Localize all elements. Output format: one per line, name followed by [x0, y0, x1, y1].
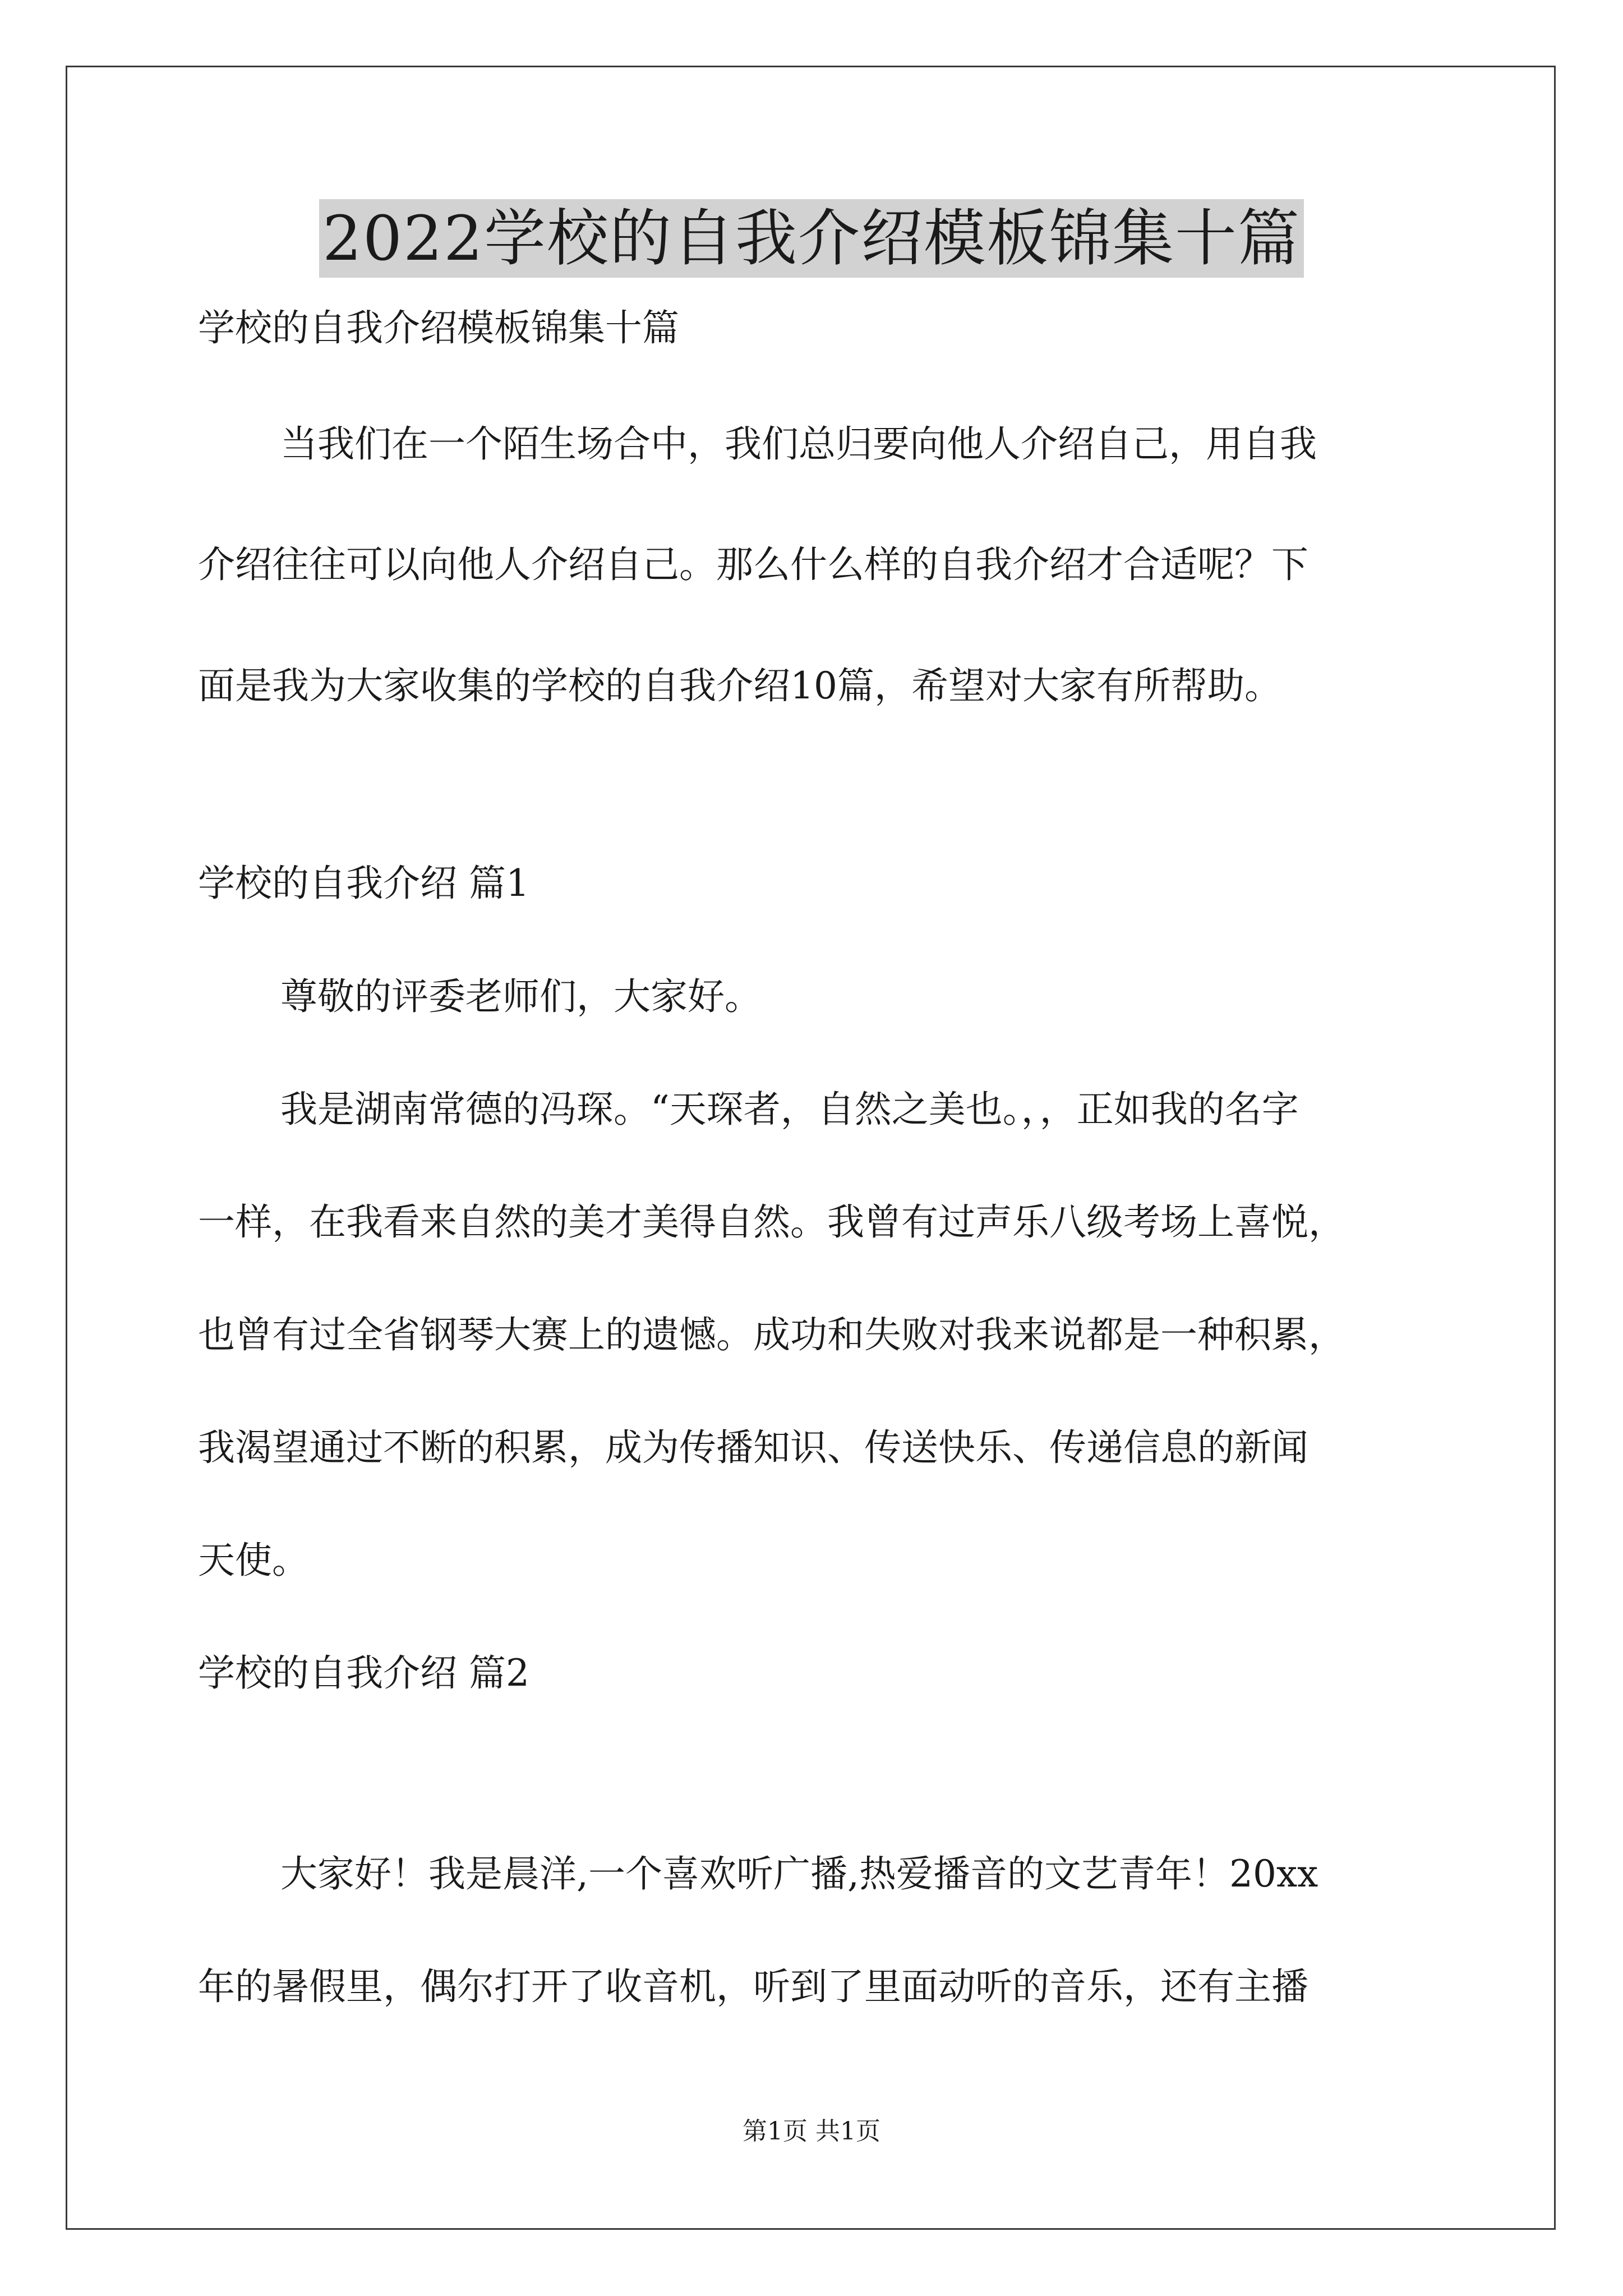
- page-footer: 第1页 共1页: [743, 2117, 880, 2146]
- paragraph-line: 当我们在一个陌生场合中，我们总归要向他人介绍自己，用自我: [280, 422, 1317, 466]
- paragraph-line: 年的暑假里，偶尔打开了收音机，听到了里面动听的音乐，还有主播: [198, 1965, 1308, 2008]
- paragraph-line: 面是我为大家收集的学校的自我介绍10篇，希望对大家有所帮助。: [198, 664, 1281, 707]
- paragraph-line: 我渴望通过不断的积累，成为传播知识、传送快乐、传递信息的新闻: [198, 1426, 1308, 1469]
- paragraph-line: 尊敬的评委老师们，大家好。: [280, 975, 762, 1018]
- paragraph-line: 我是湖南常德的冯琛。“天琛者，自然之美也。，，正如我的名字: [280, 1088, 1299, 1131]
- title-container: [0, 199, 1623, 278]
- paragraph-line: 大家好！我是晨洋,一个喜欢听广播,热爱播音的文艺青年！20xx: [280, 1852, 1318, 1895]
- paragraph-line: 天使。: [198, 1539, 309, 1582]
- section-heading-1: 学校的自我介绍 篇1: [198, 862, 529, 905]
- paragraph-line: 一样，在我看来自然的美才美得自然。我曾有过声乐八级考场上喜悦，: [198, 1200, 1345, 1244]
- paragraph-line: 也曾有过全省钢琴大赛上的遗憾。成功和失败对我来说都是一种积累，: [198, 1313, 1345, 1356]
- intro-heading: 学校的自我介绍模板锦集十篇: [198, 306, 679, 349]
- document-title: 2022学校的自我介绍模板锦集十篇: [319, 199, 1304, 278]
- section-heading-2: 学校的自我介绍 篇2: [198, 1651, 529, 1695]
- page-border: [66, 66, 1556, 2230]
- paragraph-line: 介绍往往可以向他人介绍自己。那么什么样的自我介绍才合适呢？下: [198, 543, 1308, 586]
